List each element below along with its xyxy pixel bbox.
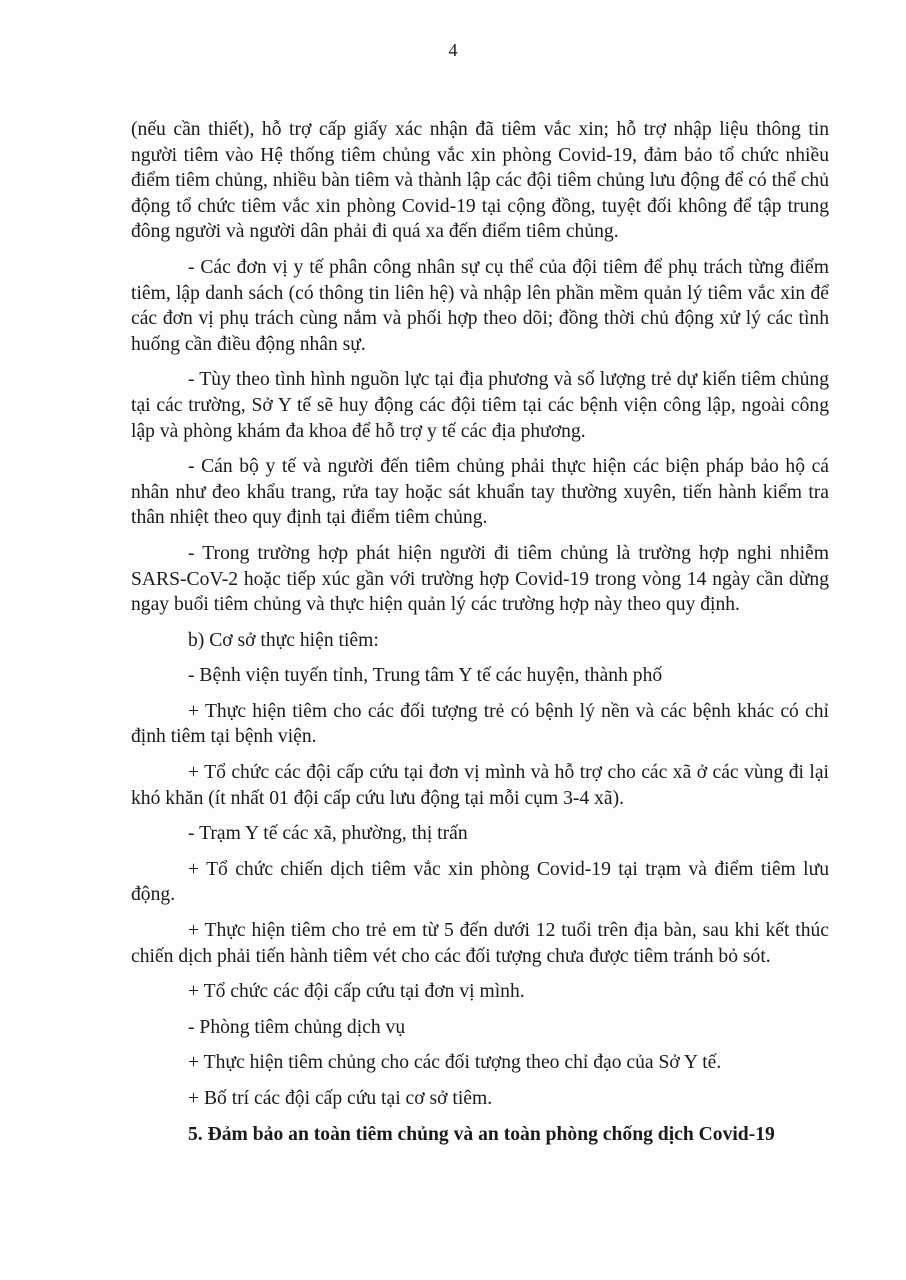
paragraph: - Trạm Y tế các xã, phường, thị trấn <box>188 823 468 845</box>
paragraph: + Tổ chức chiến dịch tiêm vắc xin phòng Covid-19 tại trạm và điểm tiêm lưu động. <box>131 858 829 906</box>
section-heading: 5. Đảm bảo an toàn tiêm chủng và an toàn phòng chống dịch Covid-19 <box>188 1123 775 1145</box>
paragraph: b) Cơ sở thực hiện tiêm: <box>188 629 379 651</box>
paragraph: - Cán bộ y tế và người đến tiêm chủng phải thực hiện các biện pháp bảo hộ cá nhân như đeo khẩu trang, rửa tay hoặc sát khuẩn tay thường xuyên, tiến hành kiểm tra thân nhiệt theo quy định tại điểm tiêm chủng. <box>131 456 829 529</box>
paragraph: + Thực hiện tiêm cho trẻ em từ 5 đến dưới 12 tuổi trên địa bàn, sau khi kết thúc chiến dịch phải tiến hành tiêm vét cho các đối tượng chưa được tiêm tránh bỏ sót. <box>131 920 829 967</box>
paragraph: - Tùy theo tình hình nguồn lực tại địa phương và số lượng trẻ dự kiến tiêm chủng tại các trường, Sở Y tế sẽ huy động các đội tiêm tại các bệnh viện công lập, ngoài công lập và phòng khám đa khoa để hỗ trợ y tế các địa phương. <box>131 369 829 442</box>
paragraph: - Các đơn vị y tế phân công nhân sự cụ thể của đội tiêm để phụ trách từng điểm tiêm, lập danh sách (có thông tin liên hệ) và nhập lên phần mềm quản lý tiêm vắc xin để các đơn vị phụ trách cùng nắm và phối hợp theo dõi; đồng thời chủ động xử lý các tình huống cần điều động nhân sự. <box>131 256 829 355</box>
paragraph: - Bệnh viện tuyến tỉnh, Trung tâm Y tế các huyện, thành phố <box>188 665 663 687</box>
paragraph: + Tổ chức các đội cấp cứu tại đơn vị mình và hỗ trợ cho các xã ở các vùng đi lại khó khăn (ít nhất 01 đội cấp cứu lưu động tại mỗi cụm 3-4 xã). <box>131 762 829 809</box>
paragraph: + Bố trí các đội cấp cứu tại cơ sở tiêm. <box>188 1088 493 1109</box>
paragraph: (nếu cần thiết), hỗ trợ cấp giấy xác nhận đã tiêm vắc xin; hỗ trợ nhập liệu thông tin người tiêm vào Hệ thống tiêm chủng vắc xin phòng Covid-19, đảm bảo tổ chức nhiều điểm tiêm chủng, nhiều bàn tiêm và thành lập các đội tiêm chủng lưu động để có thể chủ động tổ chức tiêm vắc xin phòng Covid-19 tại cộng đồng, tuyệt đối không để tập trung đông người và người dân phải đi quá xa đến điểm tiêm chủng. <box>131 119 829 243</box>
document-body <box>131 117 829 1157</box>
paragraph: - Trong trường hợp phát hiện người đi tiêm chủng là trường hợp nghi nhiễm SARS-CoV-2 hoặc tiếp xúc gần với trường hợp Covid-19 trong vòng 14 ngày cần dừng ngay buổi tiêm chủng và thực hiện quản lý các trường hợp này theo quy định. <box>131 542 829 616</box>
paragraph: + Thực hiện tiêm cho các đối tượng trẻ có bệnh lý nền và các bệnh khác có chỉ định tiêm tại bệnh viện. <box>131 700 829 748</box>
paragraph: + Tổ chức các đội cấp cứu tại đơn vị mình. <box>188 981 525 1003</box>
paragraph: + Thực hiện tiêm chủng cho các đối tượng theo chỉ đạo của Sở Y tế. <box>188 1052 722 1074</box>
paragraph: - Phòng tiêm chủng dịch vụ <box>188 1016 406 1038</box>
page-number: 4 <box>448 40 458 60</box>
